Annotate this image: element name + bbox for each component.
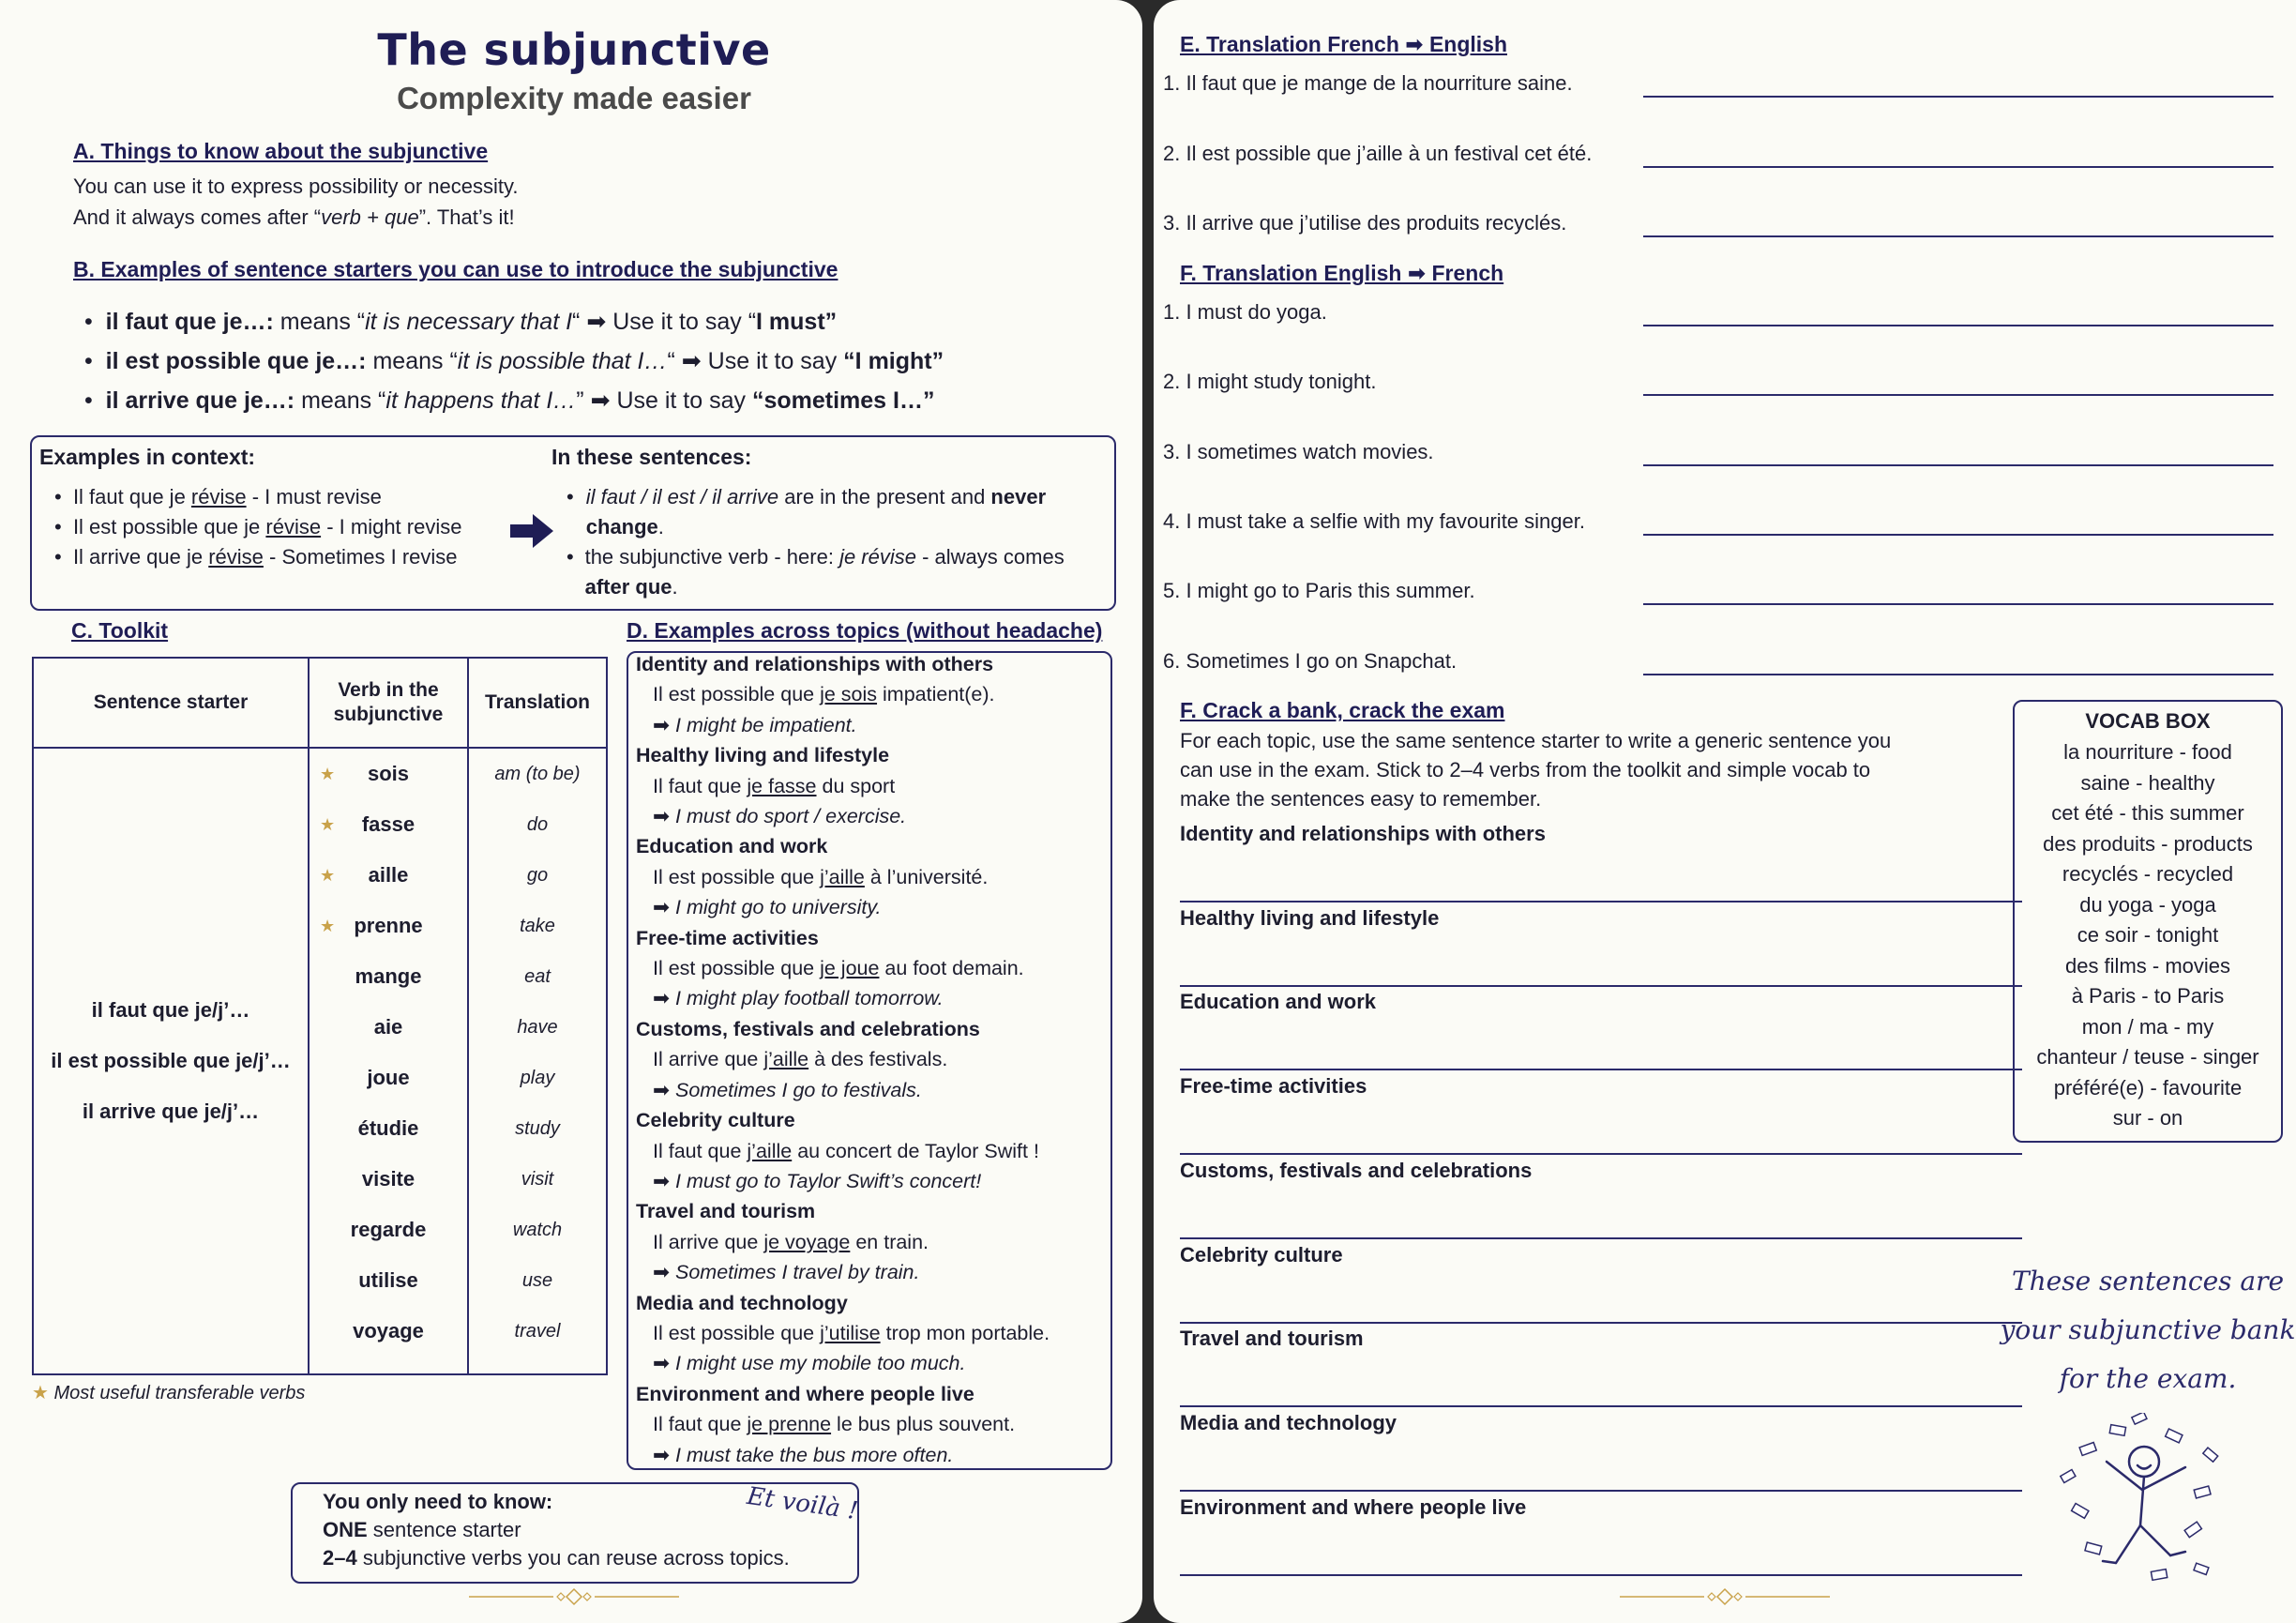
topic-english xyxy=(636,1348,1105,1378)
text: Sometimes I go to festivals. xyxy=(675,1078,922,1101)
text: I must” xyxy=(756,309,838,335)
summary-line xyxy=(323,1544,790,1572)
answer-line[interactable] xyxy=(1643,464,2273,466)
topic-french xyxy=(636,679,1105,709)
star-icon: ★ xyxy=(320,917,336,935)
verb-row xyxy=(310,1015,466,1066)
section-g-heading: F. Crack a bank, crack the exam xyxy=(1180,698,1505,722)
text: ” ➡ Use it to say xyxy=(576,387,752,414)
bank-topic: Free-time activities xyxy=(1180,1074,1367,1099)
text: Most useful transferable verbs xyxy=(53,1383,306,1403)
text: Il est possible que je xyxy=(72,515,266,538)
translation-prompt: 1. Il faut que je mange de la nourriture saine. xyxy=(1163,71,1573,95)
text: - I might revise xyxy=(321,515,462,538)
text: ”. That’s it! xyxy=(418,205,515,229)
translation-row xyxy=(470,1015,605,1066)
text: ONE xyxy=(323,1518,368,1541)
summary-text xyxy=(323,1488,790,1572)
answer-line[interactable] xyxy=(1180,1574,2022,1576)
starter-item: • il est possible que je…: means “it is possible that I…“ ➡ Use it to say “I might” xyxy=(84,348,944,374)
context-item: • Il est possible que je révise - I might revise xyxy=(54,515,462,538)
verb-row xyxy=(310,762,466,812)
verb: sois xyxy=(367,762,410,785)
context-item: • Il arrive que je révise - Sometimes I revise xyxy=(54,545,458,569)
text: Il est possible que xyxy=(653,865,821,888)
translation-row xyxy=(470,762,605,812)
context-heading: Examples in context: xyxy=(39,445,256,469)
translation: study xyxy=(515,1118,560,1139)
topic-english xyxy=(636,801,1105,831)
topic-french xyxy=(636,1227,1105,1257)
arrow-icon: ➡ xyxy=(653,1261,675,1284)
verb: fasse xyxy=(361,812,415,836)
text: du sport xyxy=(816,774,896,797)
answer-line[interactable] xyxy=(1643,603,2273,605)
text: à l’université. xyxy=(864,865,989,888)
verb-row xyxy=(310,1268,466,1319)
right-arrow-icon xyxy=(510,514,553,548)
text: Il est possible que xyxy=(653,683,821,706)
arrow-icon: ➡ xyxy=(653,1078,675,1101)
arrow-icon: ➡ xyxy=(653,987,675,1010)
text: . xyxy=(657,515,664,538)
bank-topic: Healthy living and lifestyle xyxy=(1180,905,1440,930)
verb: utilise xyxy=(358,1268,418,1292)
translation-cell xyxy=(468,748,607,1374)
translation-row xyxy=(470,914,605,964)
answer-line[interactable] xyxy=(1180,1405,2022,1407)
translation: travel xyxy=(514,1321,561,1342)
answer-line[interactable] xyxy=(1180,1322,2022,1324)
vocab-item: ce soir - tonight xyxy=(2077,923,2219,947)
text: Il est possible que xyxy=(653,957,821,980)
text: “I might” xyxy=(843,348,944,374)
note-line: your subjunctive bank xyxy=(2000,1314,2296,1345)
vocab-item: chanteur / teuse - singer xyxy=(2036,1045,2259,1069)
topic-title: Identity and relationships with others xyxy=(636,653,994,675)
text: And it always comes after “ xyxy=(73,205,322,229)
verb-cell xyxy=(309,748,468,1374)
text: Sometimes I travel by train. xyxy=(675,1261,920,1284)
vocab-item: des produits - products xyxy=(2043,831,2253,856)
starter-item: • il arrive que je…: means “it happens that I…” ➡ Use it to say “sometimes I…” xyxy=(84,387,935,414)
verb: regarde xyxy=(350,1218,427,1241)
translation: eat xyxy=(524,966,551,987)
bank-topic: Environment and where people live xyxy=(1180,1494,1527,1519)
summary-line: You only need to know: xyxy=(323,1490,553,1513)
starter: il arrive que je/j’… xyxy=(82,1100,260,1123)
text: it happens that I… xyxy=(385,387,577,414)
verb-row xyxy=(310,1319,466,1370)
translation-row xyxy=(470,964,605,1015)
translation: use xyxy=(521,1270,553,1291)
verb: voyage xyxy=(353,1319,424,1342)
arrow-icon: ➡ xyxy=(653,1169,675,1192)
page-title: The subjunctive xyxy=(377,24,771,75)
topic-english xyxy=(636,1257,1105,1287)
translation-row xyxy=(470,1116,605,1167)
toolkit-body-row xyxy=(33,748,607,1374)
text: means “ xyxy=(366,348,458,374)
page-subtitle: Complexity made easier xyxy=(397,81,751,115)
text: means “ xyxy=(295,387,386,414)
topic-english xyxy=(636,1166,1105,1196)
text: je prenne xyxy=(747,1413,832,1436)
text: à des festivals. xyxy=(808,1048,948,1071)
star-icon: ★ xyxy=(320,765,336,783)
answer-line[interactable] xyxy=(1180,1069,2022,1070)
answer-line[interactable] xyxy=(1643,96,2273,98)
answer-line[interactable] xyxy=(1180,901,2022,903)
text: révise xyxy=(208,545,264,569)
vocab-item: préféré(e) - favourite xyxy=(2053,1075,2243,1100)
answer-line[interactable] xyxy=(1643,235,2273,237)
toolkit-heading: C. Toolkit xyxy=(71,618,169,643)
text: verb + que xyxy=(321,205,419,229)
ornament-divider xyxy=(1620,1587,1830,1606)
text: j’aille xyxy=(763,1048,809,1071)
topics-heading: D. Examples across topics (without headache) xyxy=(627,618,1103,643)
section-g-intro xyxy=(1180,726,1891,813)
intro-line: make the sentences easy to remember. xyxy=(1180,787,1542,811)
vocab-item: recyclés - recycled xyxy=(2062,862,2234,886)
translation-prompt: 2. Il est possible que j’aille à un festival cet été. xyxy=(1163,141,1593,165)
text: - I must revise xyxy=(246,485,382,508)
translation-prompt: 6. Sometimes I go on Snapchat. xyxy=(1163,648,1458,673)
text: I might use my mobile too much. xyxy=(675,1352,966,1375)
text: I might play football tomorrow. xyxy=(675,987,944,1010)
text: I might go to university. xyxy=(675,896,882,919)
text: Il arrive que xyxy=(653,1048,764,1071)
verb-row xyxy=(310,914,466,964)
text: Il est possible que xyxy=(653,1321,821,1344)
bank-topic: Identity and relationships with others xyxy=(1180,822,1546,845)
topic-english xyxy=(636,1075,1105,1105)
starter: il est possible que je…: xyxy=(105,348,367,374)
topic-french xyxy=(636,1044,1105,1074)
topic-title: Environment and where people live xyxy=(636,1382,974,1405)
text: en train. xyxy=(850,1230,929,1253)
translation-row xyxy=(470,1268,605,1319)
text: I must take the bus more often. xyxy=(675,1443,954,1466)
toolkit-table xyxy=(32,657,608,1375)
text: “ ➡ Use it to say “ xyxy=(572,309,757,335)
translation-row xyxy=(470,1319,605,1370)
intro-line: For each topic, use the same sentence starter to write a generic sentence you xyxy=(1180,729,1892,752)
bank-topic: Customs, festivals and celebrations xyxy=(1180,1158,1533,1182)
translation-row xyxy=(470,863,605,914)
col-header: Sentence starter xyxy=(33,658,309,748)
translation-row xyxy=(470,812,605,863)
translation-prompt: 5. I might go to Paris this summer. xyxy=(1163,579,1475,603)
verb-row xyxy=(310,812,466,863)
topic-english xyxy=(636,710,1105,740)
text: Il arrive que je xyxy=(72,545,209,569)
text: Il arrive que xyxy=(653,1230,764,1253)
topic-french xyxy=(636,1136,1105,1166)
text: je sois xyxy=(820,683,878,706)
summary-line xyxy=(323,1516,790,1544)
text: the subjunctive verb - here: xyxy=(584,545,840,569)
star-icon: ★ xyxy=(32,1383,49,1403)
starter: il faut que je…: xyxy=(105,309,274,335)
col-header: Verb in the subjunctive xyxy=(309,658,468,748)
translation-prompt: 1. I must do yoga. xyxy=(1163,300,1327,324)
text: au foot demain. xyxy=(879,957,1024,980)
verb: aille xyxy=(368,863,409,887)
topic-title: Education and work xyxy=(636,835,828,858)
text: révise xyxy=(190,485,247,508)
text: “ ➡ Use it to say xyxy=(667,348,844,374)
text: . xyxy=(672,575,678,599)
topic-english xyxy=(636,1440,1105,1470)
text: are in the present and xyxy=(778,485,991,508)
text: Il faut que xyxy=(653,1139,748,1162)
verb-row xyxy=(310,1167,466,1218)
star-icon: ★ xyxy=(320,815,336,834)
vocab-item: saine - healthy xyxy=(2080,770,2215,795)
text: je révise xyxy=(839,545,916,569)
text: “sometimes I…” xyxy=(751,387,935,414)
arrow-icon: ➡ xyxy=(653,805,675,828)
intro-line: can use in the exam. Stick to 2–4 verbs from the toolkit and simple vocab to xyxy=(1180,758,1871,781)
text: it is possible that I… xyxy=(457,348,668,374)
translation-prompt: 4. I must take a selfie with my favourite singer. xyxy=(1163,508,1585,533)
translation-prompt: 2. I might study tonight. xyxy=(1163,370,1377,394)
translation: do xyxy=(526,814,549,835)
answer-line[interactable] xyxy=(1180,1490,2022,1492)
text: j’aille xyxy=(747,1139,793,1162)
answer-line[interactable] xyxy=(1180,985,2022,987)
section-a-heading: A. Things to know about the subjunctive xyxy=(73,139,489,163)
translation: am (to be) xyxy=(494,764,581,784)
verb-row xyxy=(310,1218,466,1268)
text: je fasse xyxy=(747,774,817,797)
translation-prompt: 3. I sometimes watch movies. xyxy=(1163,439,1434,463)
topic-title: Healthy living and lifestyle xyxy=(636,744,890,767)
right-page xyxy=(1154,0,2296,1623)
text: j’aille xyxy=(820,865,865,888)
translation: take xyxy=(520,916,555,936)
topic-french xyxy=(636,953,1105,983)
bullet: • xyxy=(566,485,574,508)
verb-row xyxy=(310,1066,466,1116)
topic-english xyxy=(636,983,1105,1013)
verb: prenne xyxy=(354,914,423,937)
verb: visite xyxy=(361,1167,415,1191)
topic-french xyxy=(636,1318,1105,1348)
text: it is necessary that I xyxy=(365,309,573,335)
topic-title: Travel and tourism xyxy=(636,1200,816,1223)
topic-title: Free-time activities xyxy=(636,926,819,949)
text: il faut / il est / il arrive xyxy=(585,485,779,508)
col-header: Translation xyxy=(468,658,607,748)
vocab-item: cet été - this summer xyxy=(2051,801,2244,825)
translation: play xyxy=(520,1068,555,1088)
text: je voyage xyxy=(763,1230,851,1253)
vocab-item: sur - on xyxy=(2112,1106,2183,1130)
vocab-list xyxy=(2013,737,2283,1134)
these-item xyxy=(566,482,1099,542)
vocab-item: à Paris - to Paris xyxy=(2071,984,2225,1008)
text: subjunctive verbs you can reuse across topics. xyxy=(356,1546,790,1570)
starter-cell xyxy=(33,748,309,1374)
vocab-item: la nourriture - food xyxy=(2063,740,2232,764)
starter: il faut que je/j’… xyxy=(91,998,250,1022)
section-f-heading: F. Translation English ➡ French xyxy=(1180,261,1504,285)
arrow-icon: ➡ xyxy=(653,1443,675,1466)
topics-list xyxy=(636,649,1105,1470)
starter-item: • il faut que je…: means “it is necessary that I“ ➡ Use it to say “I must” xyxy=(84,309,838,335)
note-line: for the exam. xyxy=(2059,1363,2237,1394)
section-b-heading: B. Examples of sentence starters you can use to introduce the subjunctive xyxy=(73,257,838,281)
text: je joue xyxy=(820,957,880,980)
verb-row xyxy=(310,863,466,914)
text: sentence starter xyxy=(367,1518,521,1541)
vocab-item: mon / ma - my xyxy=(2081,1014,2214,1039)
text: impatient(e). xyxy=(877,683,995,706)
translation: visit xyxy=(521,1169,554,1190)
translation-row xyxy=(470,1167,605,1218)
happy-figure-icon xyxy=(2054,1413,2232,1591)
answer-line[interactable] xyxy=(1643,394,2273,396)
topic-french xyxy=(636,1409,1105,1439)
arrow-icon: ➡ xyxy=(653,896,675,919)
topic-french xyxy=(636,862,1105,892)
topic-english xyxy=(636,892,1105,922)
answer-line[interactable] xyxy=(1643,166,2273,168)
translation: go xyxy=(526,865,549,886)
left-page xyxy=(0,0,1142,1623)
star-icon: ★ xyxy=(320,866,336,885)
these-heading: In these sentences: xyxy=(551,445,752,469)
vocab-heading: VOCAB BOX xyxy=(2085,709,2211,733)
starter: il arrive que je…: xyxy=(105,387,295,414)
topic-title: Customs, festivals and celebrations xyxy=(636,1017,980,1040)
these-list xyxy=(566,482,1099,602)
bank-topic: Education and work xyxy=(1180,990,1377,1014)
text: Il faut que xyxy=(653,1413,748,1436)
text: - always comes xyxy=(915,545,1065,569)
vocab-item: des films - movies xyxy=(2064,953,2231,978)
translation: have xyxy=(517,1017,558,1038)
answer-line[interactable] xyxy=(1180,1237,2022,1239)
verb: étudie xyxy=(357,1116,419,1140)
text: révise xyxy=(265,515,322,538)
section-a-line2 xyxy=(73,202,515,233)
topic-french xyxy=(636,771,1105,801)
text: I must go to Taylor Swift’s concert! xyxy=(675,1169,982,1192)
text: I might be impatient. xyxy=(675,713,857,736)
these-item xyxy=(566,542,1099,602)
text: le bus plus souvent. xyxy=(831,1413,1016,1436)
text: Il faut que je xyxy=(72,485,191,508)
bank-note xyxy=(1998,1257,2296,1403)
text: - Sometimes I revise xyxy=(263,545,458,569)
ornament-divider xyxy=(469,1587,679,1606)
text: 2–4 xyxy=(323,1546,357,1570)
note-line: These sentences are xyxy=(2011,1266,2285,1297)
context-item: • Il faut que je révise - I must revise xyxy=(54,485,382,508)
starter-list xyxy=(84,302,944,420)
voila-text: Et voilà ! xyxy=(745,1481,860,1526)
answer-line[interactable] xyxy=(1180,1153,2022,1155)
arrow-icon: ➡ xyxy=(653,713,675,736)
section-a-line1: You can use it to express possibility or necessity. xyxy=(73,174,519,198)
context-list xyxy=(54,482,461,572)
verb: joue xyxy=(367,1066,410,1089)
translation-row xyxy=(470,1066,605,1116)
translation: watch xyxy=(512,1220,563,1240)
verb: aie xyxy=(373,1015,403,1039)
text: j’utilise xyxy=(820,1321,881,1344)
verb-row xyxy=(310,1116,466,1167)
answer-line[interactable] xyxy=(1643,534,2273,536)
topic-title: Celebrity culture xyxy=(636,1109,795,1132)
text: after que xyxy=(584,575,672,599)
text: means “ xyxy=(273,309,366,335)
starter: il est possible que je/j’… xyxy=(51,1049,291,1072)
bank-topic: Travel and tourism xyxy=(1180,1327,1364,1351)
translation-row xyxy=(470,1218,605,1268)
text: au concert de Taylor Swift ! xyxy=(792,1139,1039,1162)
translation-prompt: 3. Il arrive que j’utilise des produits recyclés. xyxy=(1163,211,1567,235)
vocab-item: du yoga - yoga xyxy=(2079,892,2216,917)
answer-line[interactable] xyxy=(1643,325,2273,326)
toolkit-header-row xyxy=(33,658,607,748)
bank-topic: Media and technology xyxy=(1180,1410,1397,1434)
text: trop mon portable. xyxy=(880,1321,1050,1344)
bank-topic: Celebrity culture xyxy=(1180,1242,1343,1267)
toolkit-footnote xyxy=(32,1381,305,1404)
verb-row xyxy=(310,964,466,1015)
verb: mange xyxy=(355,964,422,988)
text: never change xyxy=(585,485,1047,538)
answer-line[interactable] xyxy=(1643,674,2273,675)
text: I must do sport / exercise. xyxy=(675,805,907,828)
bullet: • xyxy=(566,545,574,569)
topic-title: Media and technology xyxy=(636,1291,848,1314)
text: Il faut que xyxy=(653,774,748,797)
arrow-icon: ➡ xyxy=(653,1352,675,1375)
section-e-heading: E. Translation French ➡ English xyxy=(1180,32,1507,56)
